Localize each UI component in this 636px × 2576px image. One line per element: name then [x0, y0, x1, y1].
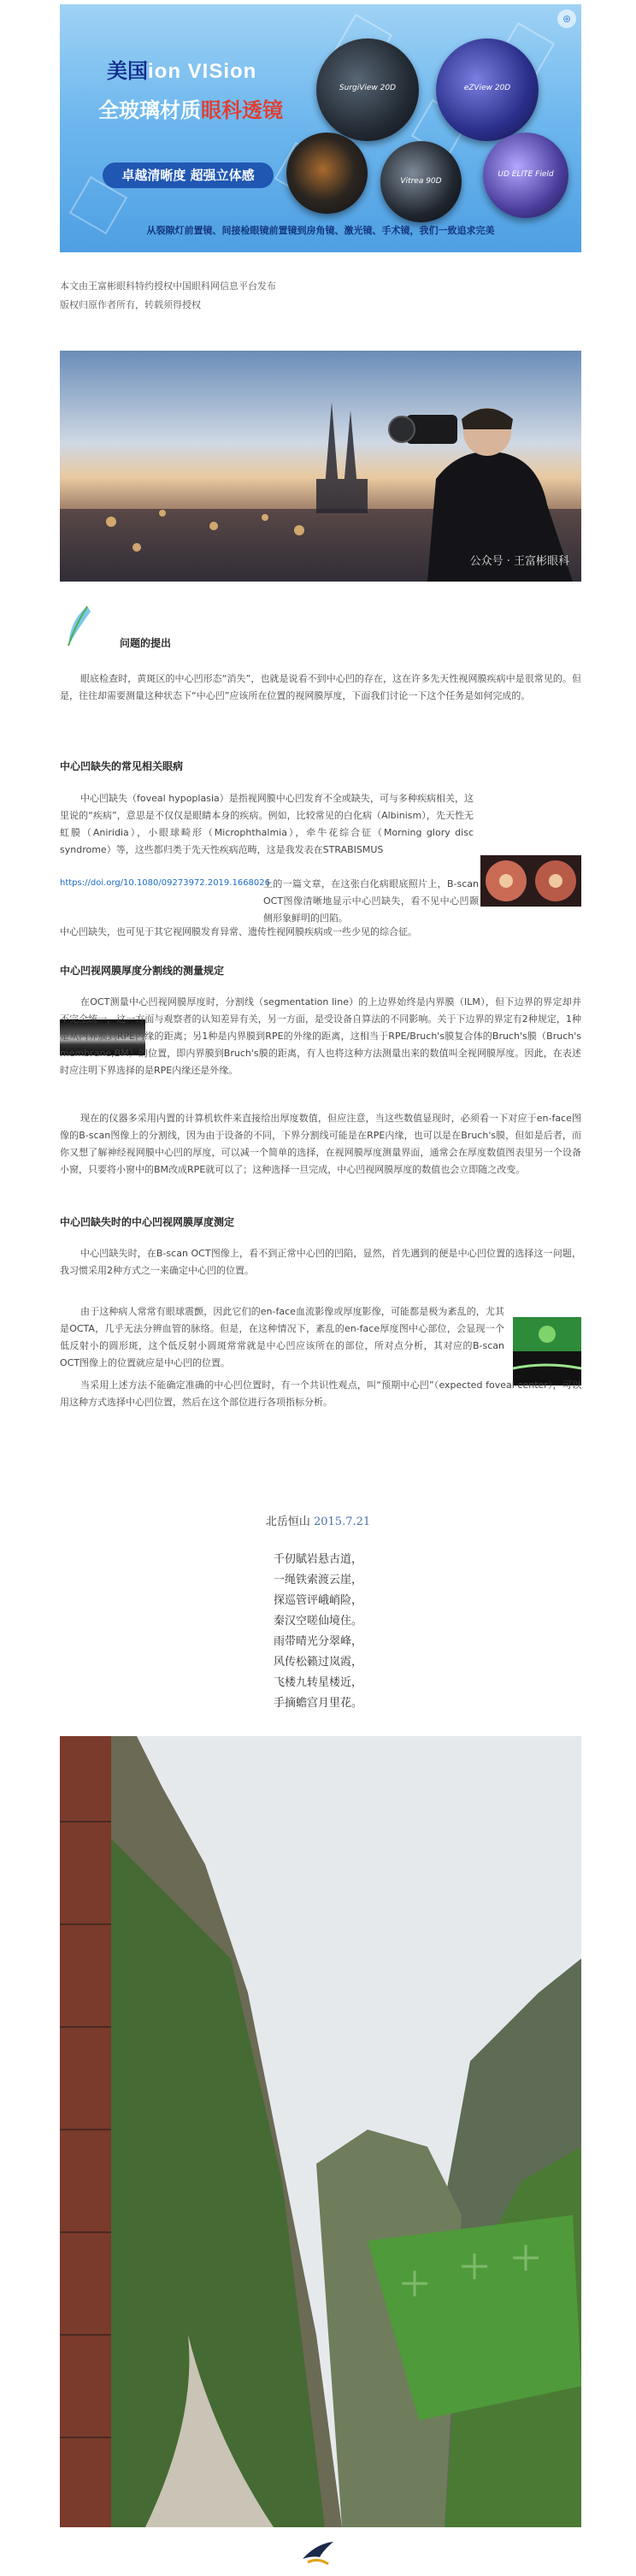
lens-label: Vitrea 90D [400, 176, 442, 186]
bird-logo-icon [299, 2538, 337, 2569]
banner-slogan [98, 93, 283, 123]
intro-heading: 问题的提出 [120, 637, 172, 649]
section2-paragraph-b: 现在的仪器多采用内置的计算机软件来直接给出厚度数值，但应注意，当这些数值显现时，必须看一下对应于en-face图像的B-scan图像上的分割线，因为由于设备的不同，下界分割线可能是在RPE内缘，也可以是在Bruch's膜，但如是后者，而你又想了解神经视网膜中心凹的厚度，可以减一个简单的选择，在视网膜厚度测量界面，通常会在厚度数值图表里另一个设备小窗，只要将小窗中的BM改成RPE就可以了；这种选择一旦完成，中心凹视网膜厚度的数值也会立即随之改变。 [60, 1113, 581, 1175]
lens-label: SurgiView 20D [339, 83, 397, 92]
photographer-city-photo [60, 351, 581, 582]
lens-label: UD ELITE Field [498, 170, 554, 179]
poem-line: 探巡管评峨峭险， [273, 1594, 362, 1607]
corner-plus-icon: ⊕ [557, 9, 576, 28]
section1-paragraph-a: 中心凹缺失（foveal hypoplasia）是指视网膜中心凹发育不全或缺失，可与多种疾病相关，这里说的“疾病”，意思是不仅仅是眼睛本身的疾病。例如，比较常见的白化病（Albinism），先天性无虹膜（Aniridia），小眼球畸形（Microphthalmia），牵牛花综合征（Morning glory disc syndrome）等，这些都归类于先天性疾病范畴，这是我发表在STRABISMUS [60, 793, 474, 855]
albinism-fundus-thumbnail [480, 855, 581, 907]
section-heading-measurement: 中心凹缺失时的中心凹视网膜厚度测定 [60, 1216, 235, 1228]
section3-paragraph-c: 当采用上述方法不能确定准确的中心凹位置时，有一个共识性观点，叫“预期中心凹”（expected foveal center），可以用这种方式选择中心凹位置，然后在这个部位进行各项指标分析。 [60, 1380, 581, 1408]
section-heading-related-diseases: 中心凹缺失的常见相关眼病 [60, 760, 184, 772]
section3-paragraph-a: 中心凹缺失时，在B-scan OCT图像上，看不到正常中心凹的凹陷，显然，首先遇到的便是中心凹位置的选择这一问题，我习惯采用2种方式之一来确定中心凹的位置。 [60, 1248, 581, 1276]
slogan-white: 全玻璃材质 [98, 98, 201, 122]
poem-date: 2015.7.21 [313, 1515, 371, 1528]
poem-line: 雨带晴光分翠峰， [273, 1635, 362, 1648]
copyright-notice-1: 本文由王富彬眼科特约授权中国眼科网信息平台发布 [60, 281, 276, 292]
poem-line: 手摘蟾宫月里花。 [273, 1697, 362, 1710]
poem-title: 北岳恒山 [265, 1515, 310, 1528]
slogan-red: 眼科透镜 [201, 98, 283, 122]
brand-prefix: 美国 [107, 60, 148, 83]
poem-line: 一绳铁索渡云崖， [273, 1574, 362, 1586]
section-heading-segmentation: 中心凹视网膜厚度分割线的测量规定 [60, 965, 225, 977]
photo-watermark: 公众号 · 王富彬眼科 [469, 555, 569, 568]
poem-line: 千仞賦岩悬古道， [273, 1553, 362, 1566]
brand-logo [107, 54, 256, 84]
mount-heng-photo [60, 1736, 581, 2527]
lens-image [316, 38, 419, 141]
lens-image [380, 141, 462, 222]
section1-paragraph-b: 上的一篇文章，在这张白化病眼底照片上，B-scan OCT图像清晰地显示中心凹缺失，看不见中心凹颞侧形象鲜明的凹陷。 [263, 878, 479, 924]
poem-line: 飞楼九转星楼近， [273, 1676, 362, 1689]
doi-link[interactable]: https://doi.org/10.1080/09273972.2019.1668026 [60, 878, 271, 888]
header-banner [60, 4, 581, 252]
oct-enface-thumbnail [513, 1317, 581, 1385]
banner-footer-text: 从裂隙灯前置镜、间接检眼镜前置镜到房角镜、激光镜、手术镜，我们一致追求完美 [146, 225, 495, 236]
feather-pen-icon [62, 603, 96, 654]
banner-tagline: 卓越清晰度 超强立体感 [103, 162, 274, 188]
lens-image [436, 38, 539, 141]
lens-image [286, 133, 368, 214]
section1-paragraph-c: 中心凹缺失，也可见于其它视网膜发育异常、遗传性视网膜疾病或一些少见的综合征。 [60, 926, 417, 937]
poem-line: 风传松籁过岚霞， [273, 1656, 362, 1669]
intro-paragraph: 眼底检查时，黄斑区的中心凹形态“消失”，也就是说看不到中心凹的存在，这在许多先天性视网膜疾病中是很常见的。但是，往往却需要测量这种状态下“中心凹”应该所在位置的视网膜厚度，下面我们讨论一下这个任务是如何完成的。 [60, 673, 581, 701]
landscape-illustration [60, 1736, 581, 2527]
photo-illustration [60, 351, 581, 582]
section3-paragraph-b: 由于这种病人常常有眼球震颤，因此它们的en-face血流影像或厚度影像，可能都是极为紊乱的，尤其是OCTA，几乎无法分辨血管的脉络。但是，在这种情况下，紊乱的en-face厚度图中心部位，会显现一个低反射小的圆形斑，这个低反射小圆斑常常就是中心凹应该所在的部位，所对点分析，其对应的B-scan OCT图像上的位置就应是中心凹的位置。 [60, 1306, 504, 1368]
brand-name: ion VISion [148, 60, 257, 83]
copyright-notice-2: 版权归原作者所有，转载须得授权 [60, 299, 201, 310]
section2-paragraph-a: 在OCT测量中心凹视网膜厚度时，分割线（segmentation line）的上边界始终是内界膜（ILM），但下边界的界定却并不完全统一，这一方面与观察者的认知差异有关，另一方面，是受设备自算法的不同影响。关于下边界的界定有2种规定，1种是从内界膜到RPE内缘的距离；另1种是内界膜到RPE的外缘的距离，这相当于RPE/Bruch's膜复合体的Bruch's膜（Bruch's membrane,BM）的位置，即内界膜到Bruch's膜的距离，有人也将这种方法测量出来的数值叫全视网膜厚度。因此，在表述时应注明下界选择的是RPE内缘还是外缘。 [60, 996, 581, 1076]
lens-label: eZView 20D [463, 83, 511, 92]
lens-image [483, 133, 568, 218]
poem-title-line [0, 1512, 636, 1528]
poem-line: 秦汉空嗟仙境住。 [273, 1615, 362, 1628]
